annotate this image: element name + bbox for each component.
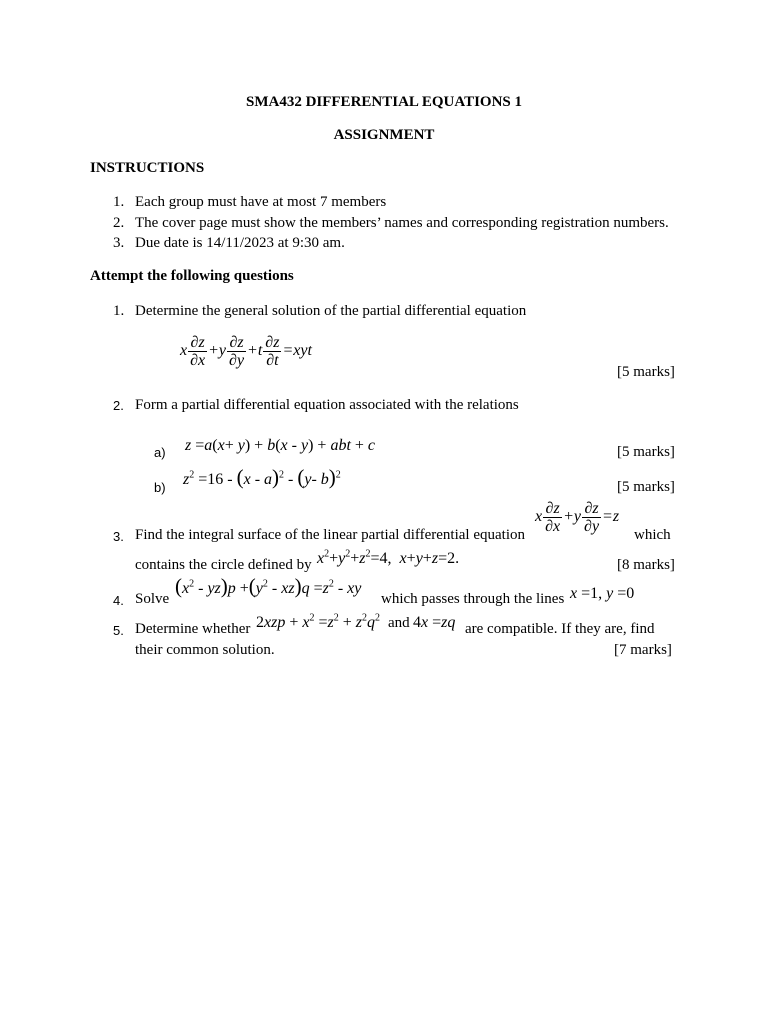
question-text: Form a partial differential equation associated with the relations	[135, 397, 519, 413]
instruction-number: 1.	[113, 194, 125, 210]
q5-equation-1: $2xzp + x^2 =z^2 + z^2q^2$	[256, 612, 380, 631]
q2a-marks: [5 marks]	[617, 444, 675, 460]
sub-question-label: a)	[154, 445, 166, 460]
q3-equation: x $\frac{\partial z}{\partial x}$ +y $\frac{\partial z}{\partial y}$ =z	[535, 500, 620, 535]
instruction-item: Due date is 14/11/2023 at 9:30 am.	[135, 235, 345, 251]
q4-lines: x =1, y =0	[570, 585, 635, 602]
question-number: 5.	[113, 623, 124, 638]
question-text: their common solution.	[135, 642, 275, 658]
question-number: 4.	[113, 593, 124, 608]
question-text: and	[388, 615, 410, 631]
instruction-item: The cover page must show the members’ names and corresponding registration numbers.	[135, 215, 669, 231]
instruction-number: 2.	[113, 215, 125, 231]
q2a-equation: z =a(x+ y) + b(x - y) + abt + c	[185, 437, 376, 454]
question-number: 3.	[113, 529, 124, 544]
question-number: 1.	[113, 303, 125, 319]
q1-equation: x $\frac{\partial z}{\partial x}$ +y $\frac{\partial z}{\partial y}$ +t $\frac{\partial z}{\partial t}$ =xyt	[180, 334, 312, 369]
question-text: which	[634, 527, 671, 543]
q4-equation: $(x^2 - yz)p +(y^2 - xz)q =z^2$ - xy	[175, 574, 362, 598]
sub-question-label: b)	[154, 480, 166, 495]
questions-heading: Attempt the following questions	[90, 268, 294, 284]
question-text: Determine the general solution of the partial differential equation	[135, 303, 527, 319]
question-text: are compatible. If they are, find	[465, 621, 655, 637]
q3-circle-equation: $x^2+y^2+z^2=4$, x+y+z=2.	[317, 548, 460, 567]
course-title: SMA432 DIFFERENTIAL EQUATIONS 1	[245, 94, 522, 110]
q1-marks: [5 marks]	[617, 364, 675, 380]
instructions-heading: INSTRUCTIONS	[90, 160, 205, 176]
q5-equation-2: 4x =zq	[413, 614, 456, 631]
question-number: 2.	[113, 398, 124, 413]
question-text: contains the circle defined by	[135, 557, 312, 573]
q3-marks: [8 marks]	[617, 557, 675, 573]
q2b-marks: [5 marks]	[617, 479, 675, 495]
document-type: ASSIGNMENT	[333, 127, 435, 143]
q2b-equation: $z^2 =16 - (x - a)^2 - (y-$ b)$^2$	[183, 465, 341, 489]
q5-marks: [7 marks]	[614, 642, 672, 658]
question-text: Find the integral surface of the linear partial differential equation	[135, 527, 525, 543]
question-text: Solve	[135, 591, 170, 607]
instruction-item: Each group must have at most 7 members	[135, 194, 387, 210]
instruction-number: 3.	[113, 235, 125, 251]
question-text: which passes through the lines	[381, 591, 565, 607]
question-text: Determine whether	[135, 621, 251, 637]
